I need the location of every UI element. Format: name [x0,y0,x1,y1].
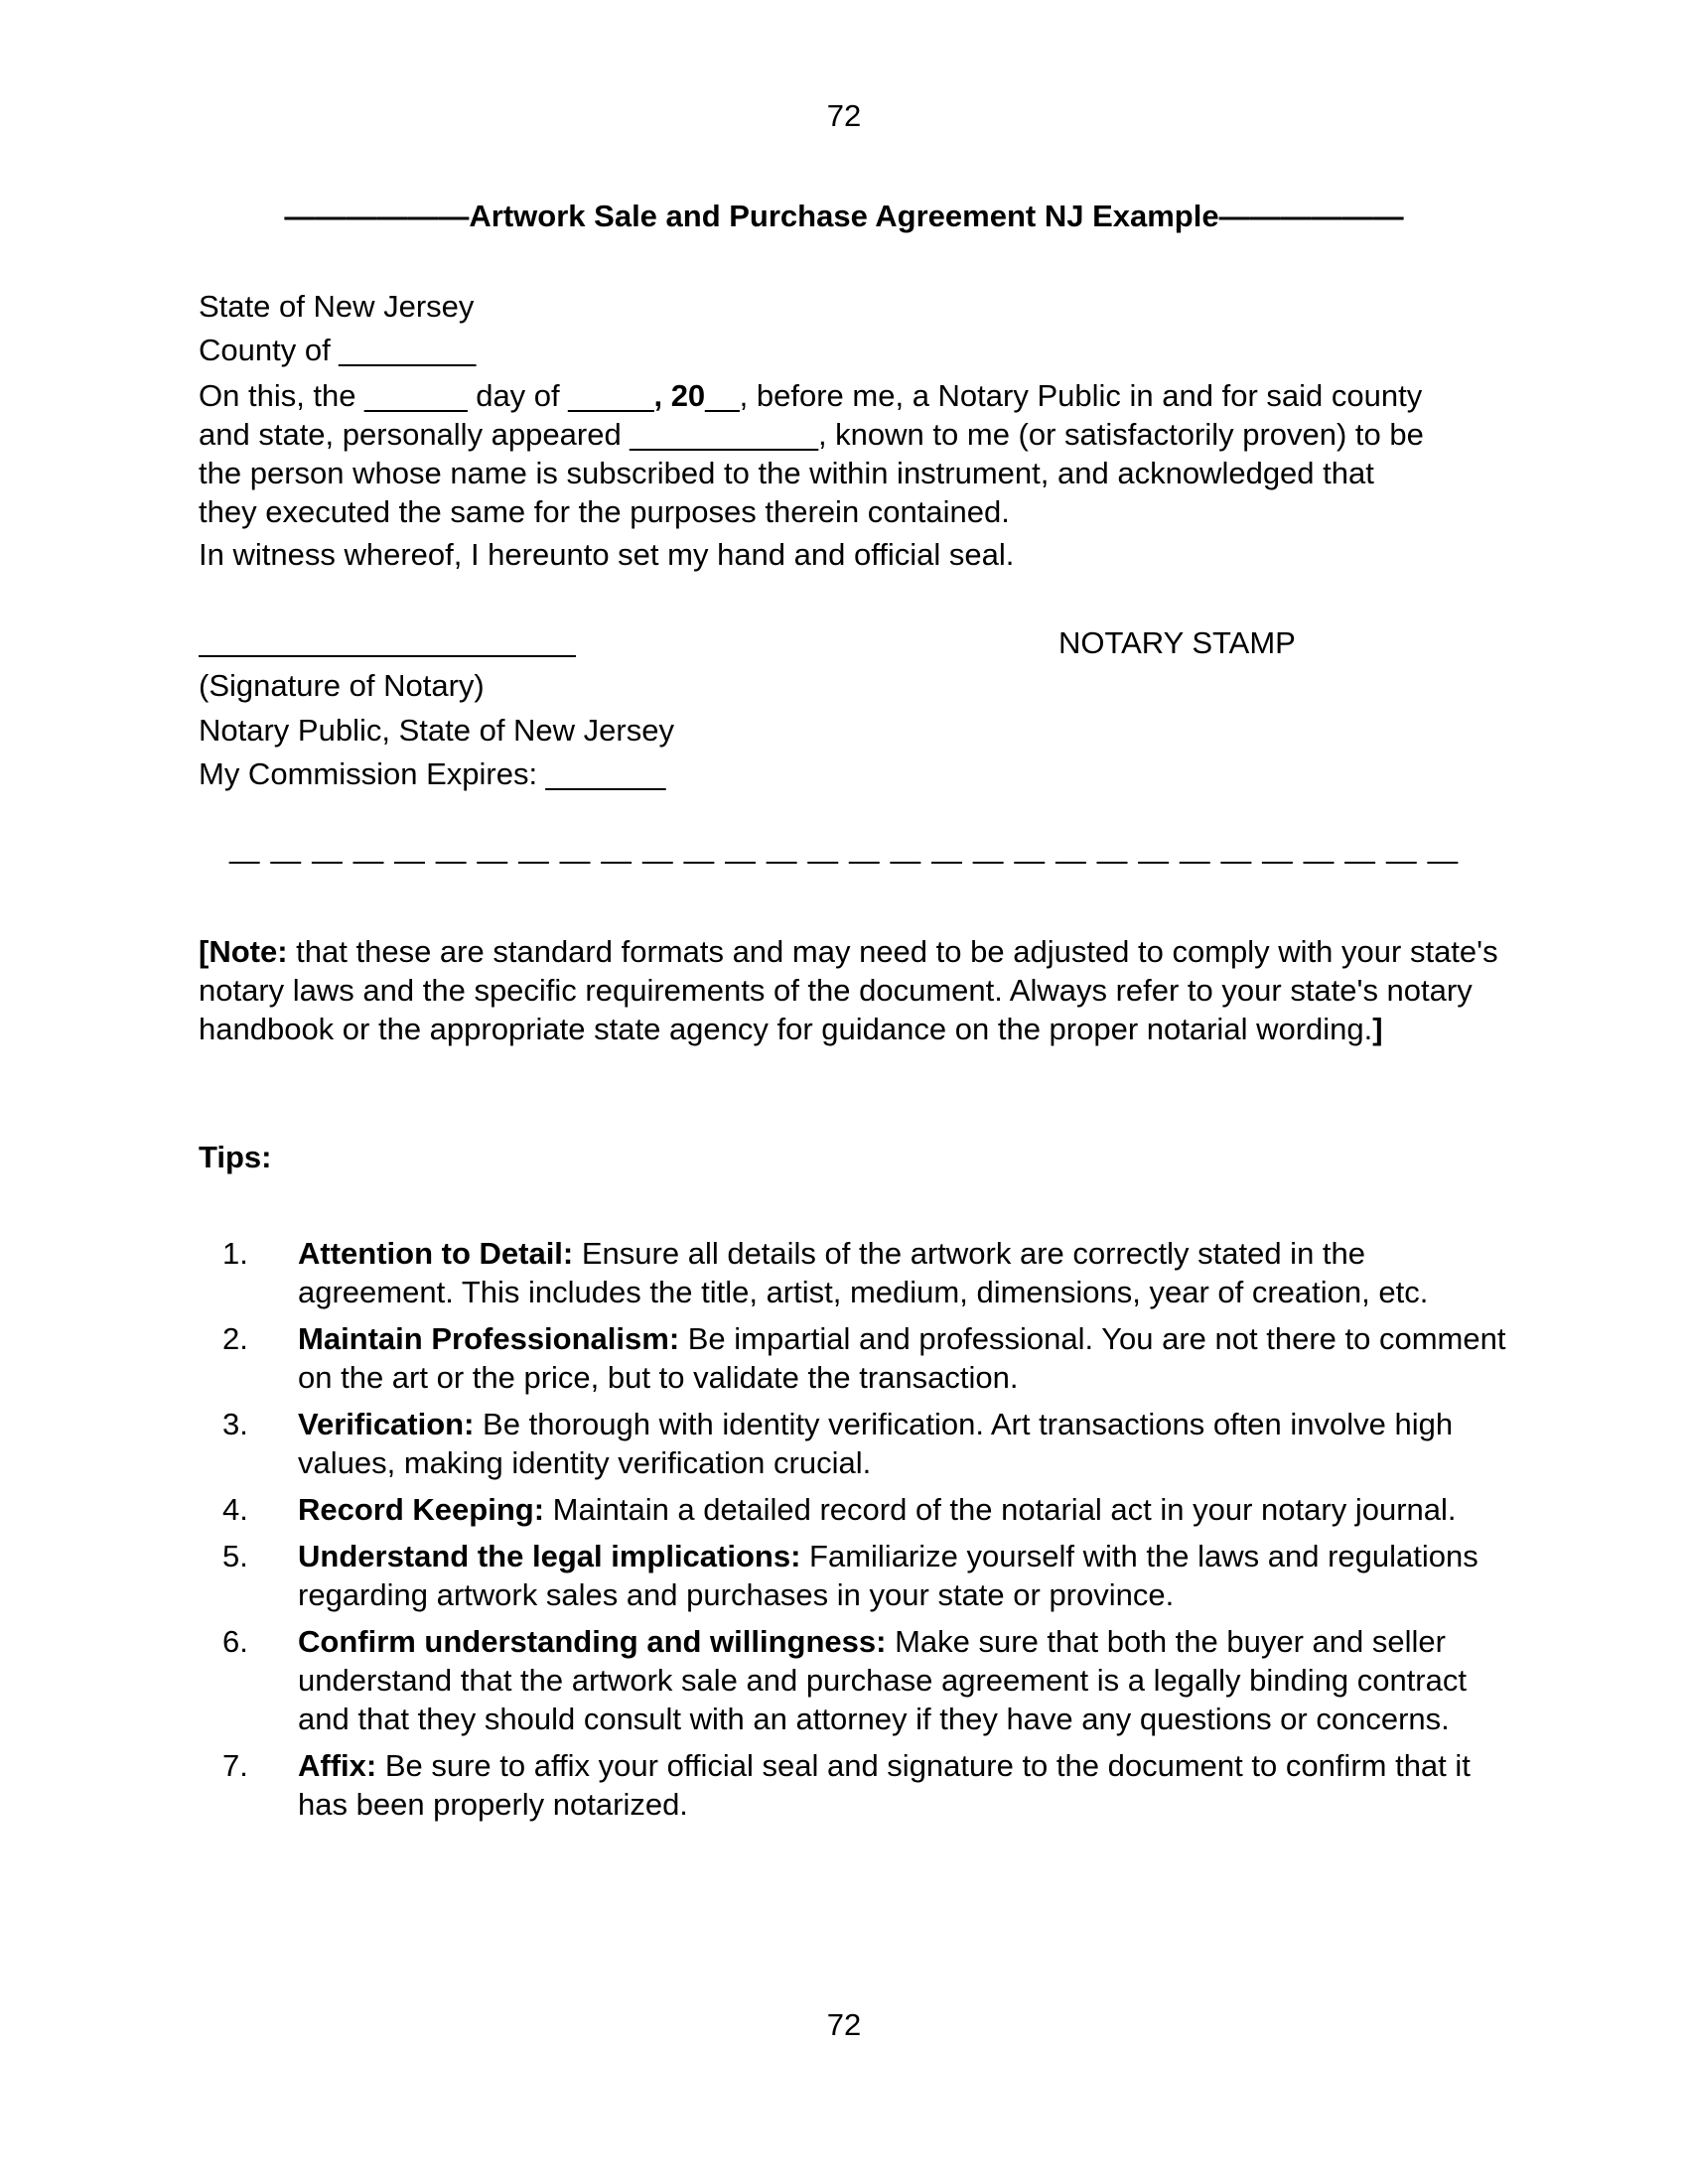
tip-label: Verification: [298,1407,475,1441]
title-left-dashes: —————— [284,199,470,233]
notary-title: Notary Public, State of New Jersey [199,713,674,748]
tip-label: Record Keeping: [298,1492,545,1527]
tip-label: Attention to Detail: [298,1236,574,1271]
title-right-dashes: —————— [1218,199,1404,233]
note-text: that these are standard formats and may need to be adjusted to comply with your state's notary laws and the specific requirements of the document. Always refer to your state's notary handbook or the appropriate state agency for guidance on the proper notarial wording. [199,934,1498,1046]
tip-label: Confirm understanding and willingness: [298,1624,887,1659]
tip-item [199,1490,1509,1529]
section-separator: — — — — — — — — — — — — — — — — — — — — — — — — — — — — — — [228,843,1460,878]
commission-expires-line: My Commission Expires: _______ [199,756,666,791]
tip-label: Understand the legal implications: [298,1539,801,1573]
notary-stamp-label: NOTARY STAMP [1058,625,1296,660]
tip-text: Make sure that both the buyer and seller understand that the artwork sale and purchase agreement is a legally binding contract and that they should consult with an attorney if they have any questions or concerns. [298,1624,1467,1736]
tip-text: Maintain a detailed record of the notarial act in your notary journal. [544,1492,1457,1527]
title-text: Artwork Sale and Purchase Agreement NJ Example [469,199,1219,233]
tip-text: Be thorough with identity verification. Art transactions often involve high values, making identity verification crucial. [298,1407,1454,1480]
tip-text: Ensure all details of the artwork are correctly stated in the agreement. This includes the title, artist, medium, dimensions, year of creation, etc. [298,1236,1429,1309]
tip-number: 4. [222,1492,248,1527]
county-line: County of ________ [199,333,477,367]
tip-item [199,1537,1509,1614]
tip-number: 2. [222,1321,248,1356]
ack-text-part1: On this, the ______ day of _____ [199,378,654,413]
page-number-top: 72 [826,98,862,133]
tip-number: 3. [222,1407,248,1441]
page-number-bottom: 72 [826,2007,862,2042]
tip-item [199,1622,1509,1738]
tip-number: 1. [222,1236,248,1271]
tip-number: 5. [222,1539,248,1573]
tip-text: Familiarize yourself with the laws and regulations regarding artwork sales and purchases in your state or province. [298,1539,1478,1612]
acknowledgment-paragraph [199,376,1430,531]
tip-text: Be impartial and professional. You are not there to comment on the art or the price, but to validate the transaction. [298,1321,1506,1395]
signature-label: (Signature of Notary) [199,668,485,703]
tip-item [199,1746,1509,1824]
note-label: [Note: [199,934,288,969]
ack-year-prefix: , 20 [653,378,706,413]
tip-text: Be sure to affix your official seal and signature to the document to confirm that it has been properly notarized. [298,1748,1471,1822]
tips-heading: Tips: [199,1140,272,1174]
tip-label: Maintain Professionalism: [298,1321,680,1356]
ack-text-part2: __, before me, a Notary Public in and for said county and state, personally appeared ___________, known to me (or satisfactorily proven) to be the person whose name is subscribed to the within instrument, and acknowledged that they executed the same for the purposes therein contained. [199,378,1424,529]
notary-signature-line [199,655,576,657]
state-line: State of New Jersey [199,289,475,324]
document-title [0,199,1688,234]
tip-item [199,1234,1509,1311]
tip-number: 6. [222,1624,248,1659]
tip-number: 7. [222,1748,248,1783]
tip-label: Affix: [298,1748,377,1783]
tip-item [199,1319,1509,1397]
note-close-bracket: ] [1372,1012,1383,1046]
note-paragraph [199,932,1499,1048]
tips-list [199,1234,1509,1832]
witness-line: In witness whereof, I hereunto set my hand and official seal. [199,537,1015,572]
tip-item [199,1405,1509,1482]
